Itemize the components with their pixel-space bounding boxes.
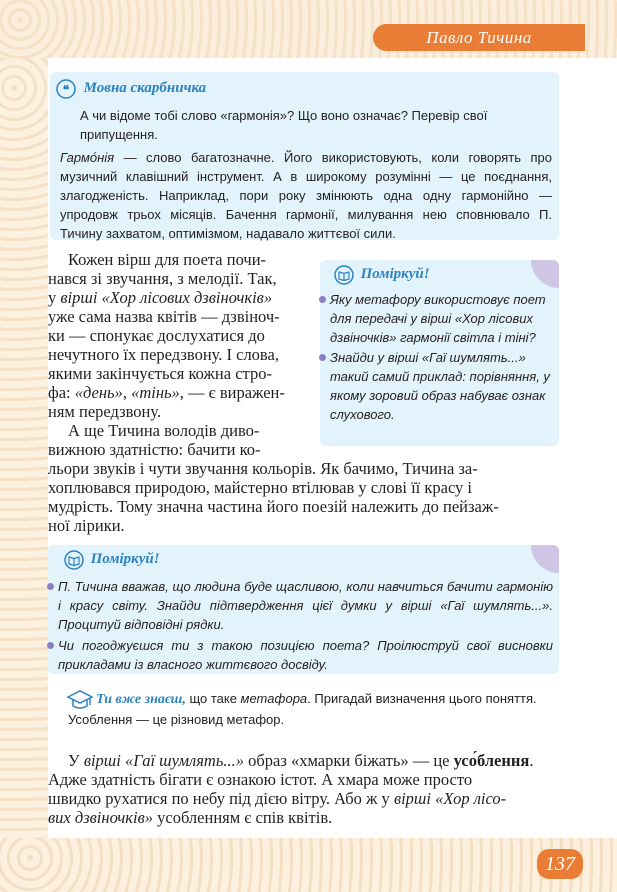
vocab-question: А чи відоме тобі слово «гармонія»? Що воно означає? Перевір свої припущення.: [80, 108, 488, 142]
vocab-definition: [60, 148, 552, 243]
paragraph-3: [48, 751, 558, 827]
text-line: вижною здатністю: бачити ко-: [48, 440, 261, 459]
know-box: [66, 689, 561, 730]
author-tab: Павло Тичина: [373, 24, 585, 51]
vocab-box: [50, 72, 559, 240]
text-line: якими закінчується кожна стро-: [48, 364, 272, 383]
think-questions-1: [320, 290, 552, 424]
corner-decoration: [531, 545, 559, 573]
question-item: П. Тичина вважав, що людина буде щасливою, коли навчиться бачити гармонію і красу світу. Знайди підтвердження цієї думки у вірші «Гаї шумлять...». Процитуй відповідні рядки.: [48, 577, 553, 634]
think-header-1: [334, 264, 430, 285]
svg-text:❝: ❝: [62, 82, 70, 97]
definition-term: Гармо́нія: [60, 150, 115, 165]
quote-icon: [56, 79, 76, 99]
text-line: ням передзвону.: [48, 402, 162, 421]
text-line: Кожен вірш для поета почи-: [68, 250, 267, 269]
corner-decoration: [531, 260, 559, 288]
text-line: льори звуків і чути звучання кольорів. Як бачимо, Тичина за-: [48, 459, 478, 478]
ornament-bottom: [0, 838, 617, 892]
text-line: нечутного їх передзвону. І слова,: [48, 345, 279, 364]
text-line: ної лірики.: [48, 516, 125, 535]
know-line-1: Ти вже знаєш, що таке метафора. Пригадай визначення цього поняття.: [96, 691, 537, 707]
paragraph-2: [48, 421, 558, 535]
think-title-2: Поміркуй!: [90, 551, 160, 567]
text-line: хоплювався природою, майстерно втілював у слові її красу і: [48, 478, 473, 497]
know-line-2: Усоблення — це різновид метафор.: [68, 712, 285, 727]
text-line: нався зі звучання, з мелодії. Так,: [48, 269, 277, 288]
think-box-1: [320, 260, 559, 446]
text-line: ки — спонукає дослухатися до: [48, 326, 265, 345]
text-line: швидко рухатися по небу під дією вітру. Або ж у вірші «Хор лісо-: [48, 789, 507, 808]
text-line: А ще Тичина володів диво-: [68, 421, 260, 440]
think-questions-2: [48, 577, 553, 674]
text-line: У вірші «Гаї шумлять...» образ «хмарки біжать» — це усо́блення.: [68, 751, 534, 770]
text-line: фа: «день», «тінь», — є виражен-: [48, 383, 285, 402]
text-line: мудрість. Тому значна частина його поезій належить до пейзаж-: [48, 497, 499, 516]
know-title: Ти вже знаєш,: [96, 692, 186, 707]
text-line: вих дзвіночків» усобленням є спів квітів.: [48, 808, 333, 827]
question-item: Знайди у вірші «Гаї шумлять...» такий самий приклад: порівняння, у якому зоровий образ набуває ознак слухового.: [320, 348, 552, 424]
text-line: у вірші «Хор лісових дзвіночків»: [48, 288, 273, 307]
definition-text: — слово багатозначне. Його використовують, коли говорять про музичний клавішний інструмент. А в широкому розумінні — це поєднання, злагодженість. Наприклад, пори року змінюють одна одну гармонійно — упродовж трьох місяців. Бачення гармонії, милування нею сповнювало П. Тичину захватом, оптимізмом, надавало життєвої сили.: [60, 150, 552, 241]
vocab-title: Мовна скарбничка: [83, 80, 207, 96]
text-line: Адже здатність бігати є ознакою істот. А хмара може просто: [48, 770, 473, 789]
book-icon: [334, 265, 354, 285]
question-item: Чи погоджуєшся ти з такою позицією поета? Проілюструй свої висновки прикладами із власного життєвого досвіду.: [48, 636, 553, 674]
book-icon: [64, 550, 84, 570]
vocab-header: [56, 78, 206, 99]
text-line: уже сама назва квітів — дзвіноч-: [48, 307, 280, 326]
graduation-cap-icon: [66, 687, 94, 715]
think-box-2: [48, 545, 559, 674]
think-title-1: Поміркуй!: [360, 266, 430, 282]
think-header-2: [64, 549, 160, 570]
ornament-left: [0, 58, 48, 838]
question-item: Яку метафору використовує поет для передачі у вірші «Хор лісових дзвіночків» гармонії світла і тіні?: [320, 290, 552, 347]
paragraph-1: [48, 250, 306, 421]
page-number: 137: [537, 849, 583, 879]
